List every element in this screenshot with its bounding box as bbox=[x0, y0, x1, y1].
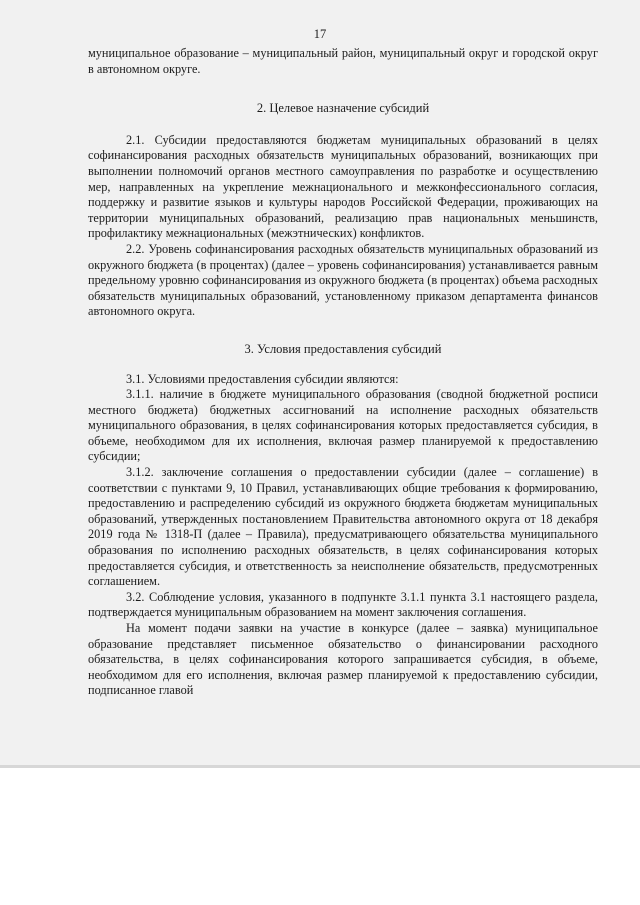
page-number: 17 bbox=[313, 27, 327, 41]
paragraph-2-2: 2.2. Уровень софинансирования расходных обязательств муниципальных образований из окружного бюджета (в процентах) (далее – уровень софинансирования) устанавливается равным предельному уровню софинансирования из окружного бюджета (в процентах) объема расходных обязательств муниципальных образований, установленному приказом департамента финансов автономного округа. bbox=[88, 241, 598, 319]
paragraph-3-1: 3.1. Условиями предоставления субсидии являются: bbox=[126, 371, 399, 386]
intro-paragraph: муниципальное образование – муниципальный район, муниципальный округ и городской округ в автономном округе. bbox=[88, 46, 598, 76]
paragraph-application: На момент подачи заявки на участие в конкурсе (далее – заявка) муниципальное образование представляет письменное обязательство о финансировании расходного обязательства, в целях софинансирования которого запрашивается субсидия, в объеме, необходимом для его исполнения, включая размер планируемой к предоставлению субсидии, подписанное главой bbox=[88, 621, 598, 698]
section-2-heading: 2. Целевое назначение субсидий bbox=[256, 101, 430, 116]
paragraph-2-1: 2.1. Субсидии предоставляются бюджетам муниципальных образований в целях софинансирования расходных обязательств муниципальных образований, возникающих при выполнении полномочий органов местного самоуправления по разработке и осуществлению мер, направленных на укрепление межнационального и межконфессионального согласия, поддержку и развитие языков и культуры народов Российской Федерации, проживающих на территории муниципальных образований, реализацию прав национальных меньшинств, профилактику межнациональных (межэтнических) конфликтов. bbox=[88, 132, 598, 241]
document-body bbox=[88, 46, 598, 699]
paragraph-3-1-2: 3.1.2. заключение соглашения о предоставлении субсидии (далее – соглашение) в соответствии с пунктами 9, 10 Правил, устанавливающих общие требования к формированию, предоставлению и распределению субсидий из окружного бюджета бюджетам муниципальных образований, утвержденных постановлением Правительства автономного округа от 18 декабря 2019 года № 1318-П (далее – Правила), предусматривающего обязательства муниципального образования по исполнению расходных обязательств, в целях софинансирования которых предоставляется субсидия, и ответственность за неисполнение обязательств, предусмотренных соглашением. bbox=[88, 465, 598, 589]
paragraph-3-2: 3.2. Соблюдение условия, указанного в подпункте 3.1.1 пункта 3.1 настоящего раздела, подтверждается муниципальным образованием на момент заключения соглашения. bbox=[88, 589, 598, 620]
section-3-heading: 3. Условия предоставления субсидий bbox=[244, 341, 442, 356]
paragraph-3-1-1: 3.1.1. наличие в бюджете муниципального образования (сводной бюджетной росписи местного бюджета) бюджетных ассигнований на исполнение расходных обязательств муниципального образования, в целях софинансирования которых предоставляется субсидия, в объеме, необходимом для их исполнения, включая размер планируемой к предоставлению субсидии; bbox=[88, 387, 598, 464]
